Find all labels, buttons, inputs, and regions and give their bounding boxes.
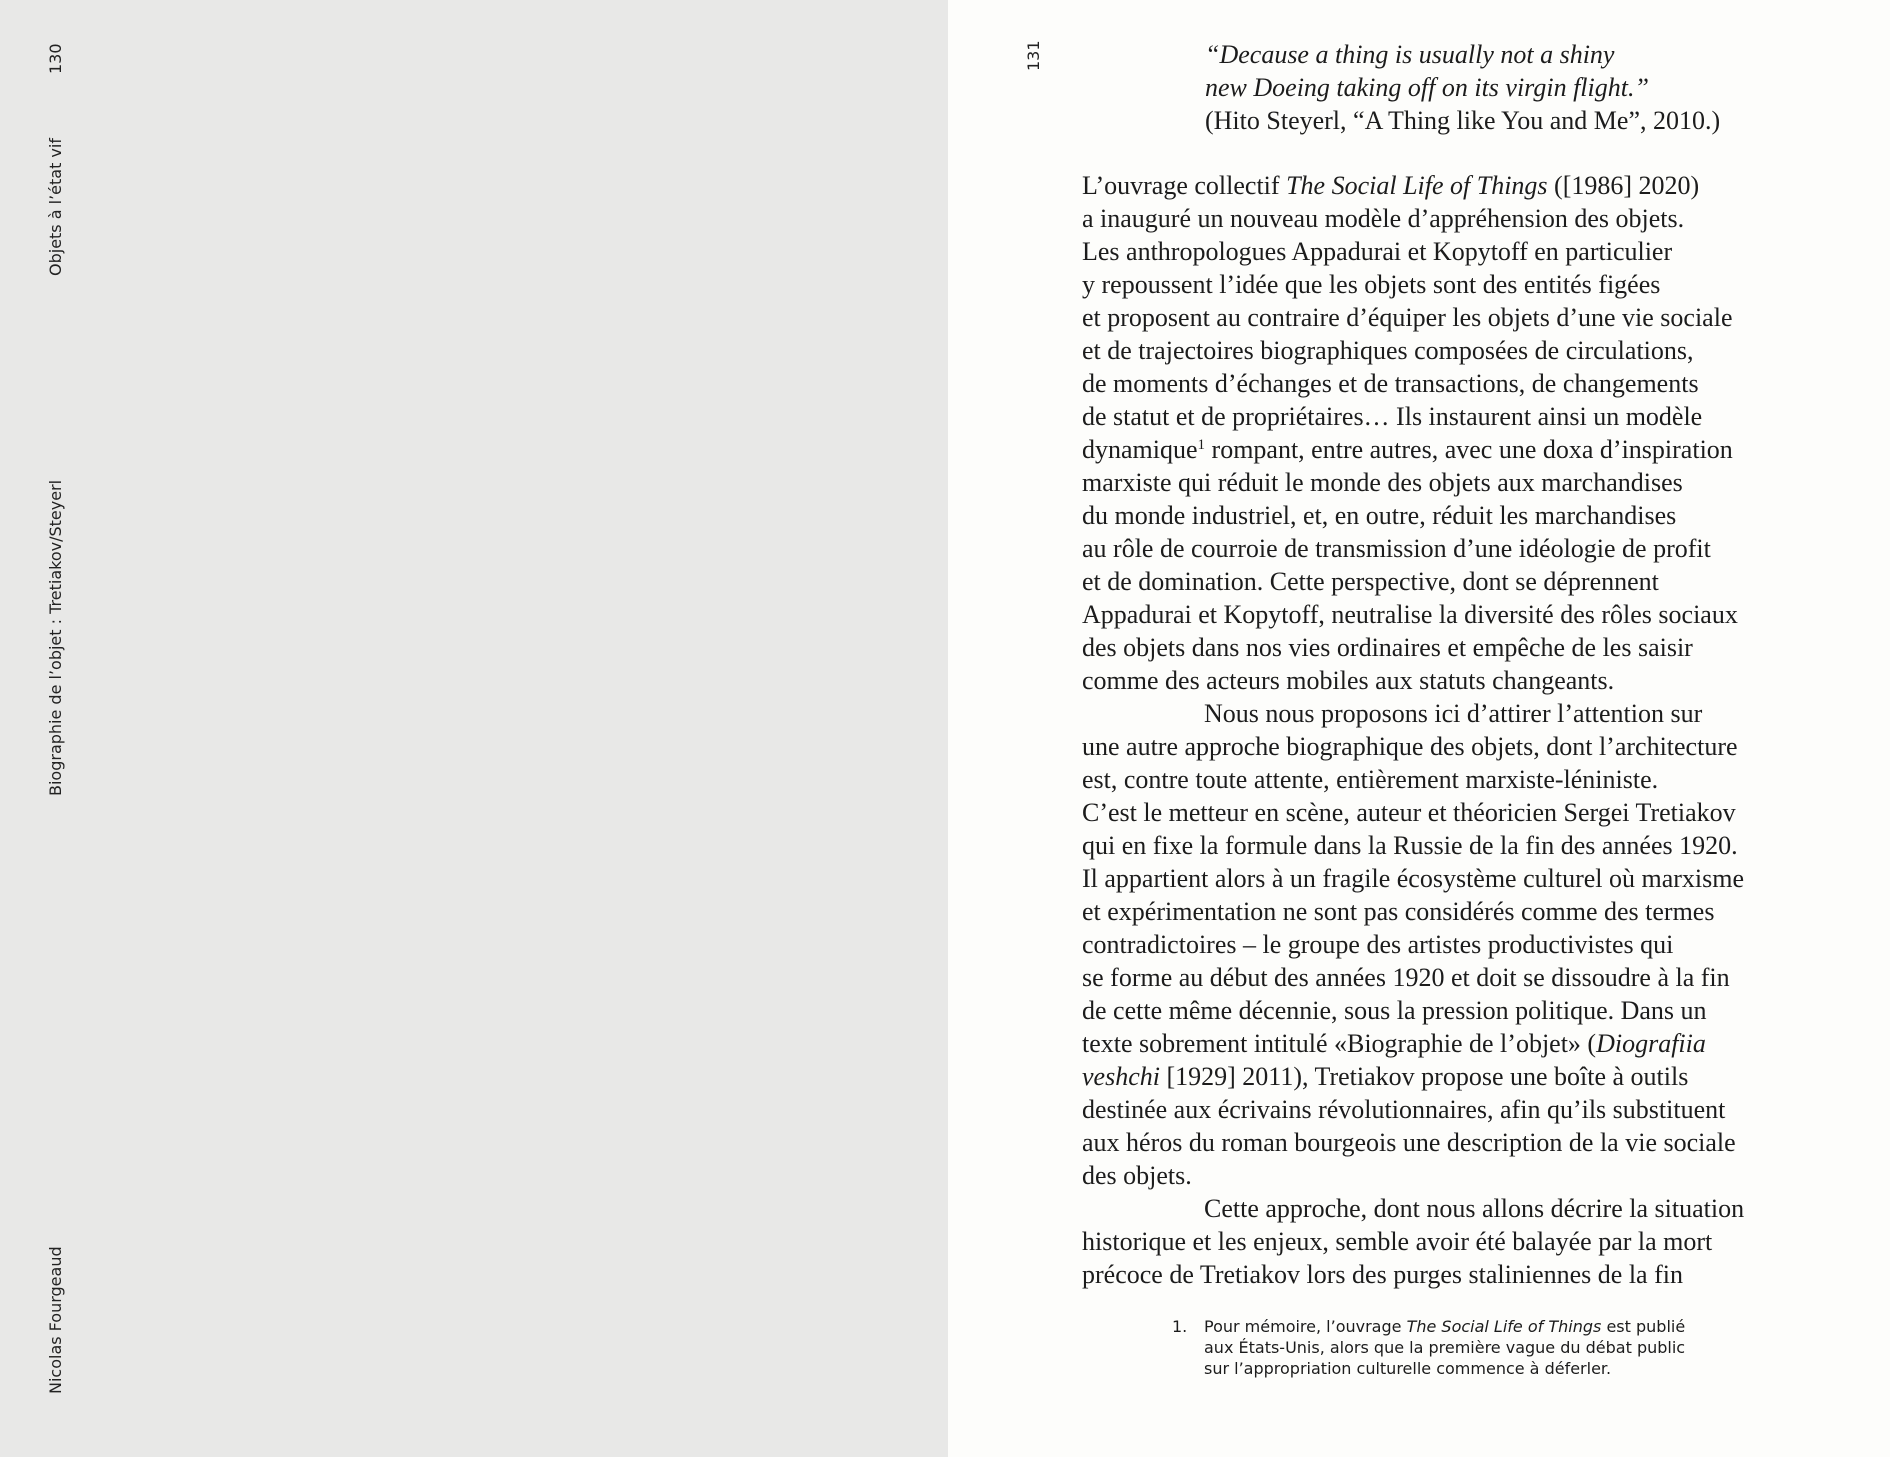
text-segment: au rôle de courroie de transmission d’une idéologie de profit [1082, 534, 1711, 563]
italic-text: Diografiia [1596, 1029, 1706, 1058]
text-segment: sur l’appropriation culturelle commence à déferler. [1204, 1359, 1612, 1378]
text-segment: texte sobrement intitulé «Biographie de l’objet» ( [1082, 1029, 1597, 1058]
text-segment: qui en fixe la formule dans la Russie de la fin des années 1920. [1082, 831, 1738, 860]
text-segment: des objets. [1082, 1161, 1192, 1190]
body-line [1082, 928, 1812, 961]
body-line [1082, 532, 1812, 565]
body-line [1082, 1126, 1812, 1159]
body-text [1082, 169, 1812, 1291]
text-segment: de moments d’échanges et de transactions, de changements [1082, 369, 1699, 398]
text-segment: comme des acteurs mobiles aux statuts changeants. [1082, 666, 1615, 695]
body-line [1082, 1258, 1812, 1291]
body-line [1082, 334, 1812, 367]
body-line [1082, 763, 1812, 796]
footnote-number: 1. [1172, 1317, 1188, 1336]
text-segment: et expérimentation ne sont pas considérés comme des termes [1082, 897, 1715, 926]
body-line [1082, 433, 1812, 466]
body-line [1082, 730, 1812, 763]
body-line [1082, 598, 1812, 631]
body-line [1082, 1027, 1812, 1060]
body-line [1082, 367, 1812, 400]
running-head-title: Objets à l’état vif [46, 138, 65, 276]
epigraph-attribution: (Hito Steyerl, “A Thing like You and Me”, 2010.) [1205, 106, 1721, 135]
body-line [1082, 1192, 1812, 1225]
body-line [1082, 994, 1812, 1027]
text-segment: Cette approche, dont nous allons décrire la situation [1204, 1194, 1745, 1223]
body-line [1082, 697, 1812, 730]
text-segment: est, contre toute attente, entièrement marxiste-léniniste. [1082, 765, 1659, 794]
italic-text: The Social Life of Things [1406, 1317, 1602, 1336]
text-segment: et proposent au contraire d’équiper les objets d’une vie sociale [1082, 303, 1733, 332]
text-segment: Appadurai et Kopytoff, neutralise la diversité des rôles sociaux [1082, 600, 1738, 629]
footnote-line [1204, 1358, 1685, 1379]
body-line [1082, 829, 1812, 862]
text-segment: [1929] 2011), Tretiakov propose une boîte à outils [1159, 1062, 1689, 1091]
body-line [1082, 1093, 1812, 1126]
running-head-chapter: Biographie de l’objet : Tretiakov/Steyerl [46, 479, 65, 796]
body-line [1082, 169, 1812, 202]
body-line [1082, 961, 1812, 994]
text-segment: précoce de Tretiakov lors des purges staliniennes de la fin [1082, 1260, 1683, 1289]
body-line [1082, 796, 1812, 829]
text-segment: et de trajectoires biographiques composées de circulations, [1082, 336, 1694, 365]
text-segment: de statut et de propriétaires… Ils instaurent ainsi un modèle [1082, 402, 1703, 431]
left-page-number: 130 [46, 43, 65, 74]
text-segment: une autre approche biographique des objets, dont l’architecture [1082, 732, 1738, 761]
body-line [1082, 631, 1812, 664]
text-segment: destinée aux écrivains révolutionnaires, afin qu’ils substituent [1082, 1095, 1726, 1124]
italic-text: The Social Life of Things [1286, 171, 1548, 200]
text-segment: Pour mémoire, l’ouvrage [1204, 1317, 1407, 1336]
epigraph-line: new Doeing taking off on its virgin flight.” [1205, 73, 1649, 102]
text-segment: est publié [1601, 1317, 1686, 1336]
text-segment: a inauguré un nouveau modèle d’appréhension des objets. [1082, 204, 1685, 233]
text-segment: des objets dans nos vies ordinaires et empêche de les saisir [1082, 633, 1693, 662]
body-line [1082, 268, 1812, 301]
text-segment: Nous nous proposons ici d’attirer l’attention sur [1204, 699, 1703, 728]
text-segment: de cette même décennie, sous la pression politique. Dans un [1082, 996, 1707, 1025]
text-segment: ([1986] 2020) [1547, 171, 1700, 200]
body-line [1082, 565, 1812, 598]
text-segment: se forme au début des années 1920 et doit se dissoudre à la fin [1082, 963, 1730, 992]
text-segment: marxiste qui réduit le monde des objets aux marchandises [1082, 468, 1683, 497]
text-segment: L’ouvrage collectif [1082, 171, 1287, 200]
body-line [1082, 1060, 1812, 1093]
body-line [1082, 664, 1812, 697]
text-segment: dynamique [1082, 435, 1198, 464]
text-segment: aux États-Unis, alors que la première vague du débat public [1204, 1338, 1686, 1357]
text-segment: Les anthropologues Appadurai et Kopytoff en particulier [1082, 237, 1673, 266]
text-segment: rompant, entre autres, avec une doxa d’inspiration [1205, 435, 1733, 464]
italic-text: veshchi [1082, 1062, 1160, 1091]
body-line [1082, 235, 1812, 268]
text-segment: du monde industriel, et, en outre, réduit les marchandises [1082, 501, 1677, 530]
body-line [1082, 862, 1812, 895]
body-line [1082, 895, 1812, 928]
epigraph [1205, 38, 1720, 137]
body-line [1082, 1225, 1812, 1258]
epigraph-line: “Decause a thing is usually not a shiny [1205, 40, 1615, 69]
body-line [1082, 301, 1812, 334]
right-page-number: 131 [1024, 40, 1043, 71]
body-line [1082, 499, 1812, 532]
footnote-line [1204, 1337, 1685, 1358]
text-segment: et de domination. Cette perspective, dont se déprennent [1082, 567, 1659, 596]
body-line [1082, 202, 1812, 235]
body-line [1082, 1159, 1812, 1192]
text-segment: Il appartient alors à un fragile écosystème culturel où marxisme [1082, 864, 1745, 893]
footnote-ref[interactable]: 1 [1197, 437, 1206, 453]
text-segment: contradictoires – le groupe des artistes productivistes qui [1082, 930, 1674, 959]
text-segment: C’est le metteur en scène, auteur et théoricien Sergei Tretiakov [1082, 798, 1736, 827]
body-line [1082, 400, 1812, 433]
footnote-text [1204, 1316, 1685, 1379]
text-segment: historique et les enjeux, semble avoir été balayée par la mort [1082, 1227, 1713, 1256]
text-segment: aux héros du roman bourgeois une description de la vie sociale [1082, 1128, 1736, 1157]
author-name: Nicolas Fourgeaud [46, 1246, 65, 1394]
body-line [1082, 466, 1812, 499]
text-segment: y repoussent l’idée que les objets sont des entités figées [1082, 270, 1661, 299]
footnote-line [1204, 1316, 1685, 1337]
